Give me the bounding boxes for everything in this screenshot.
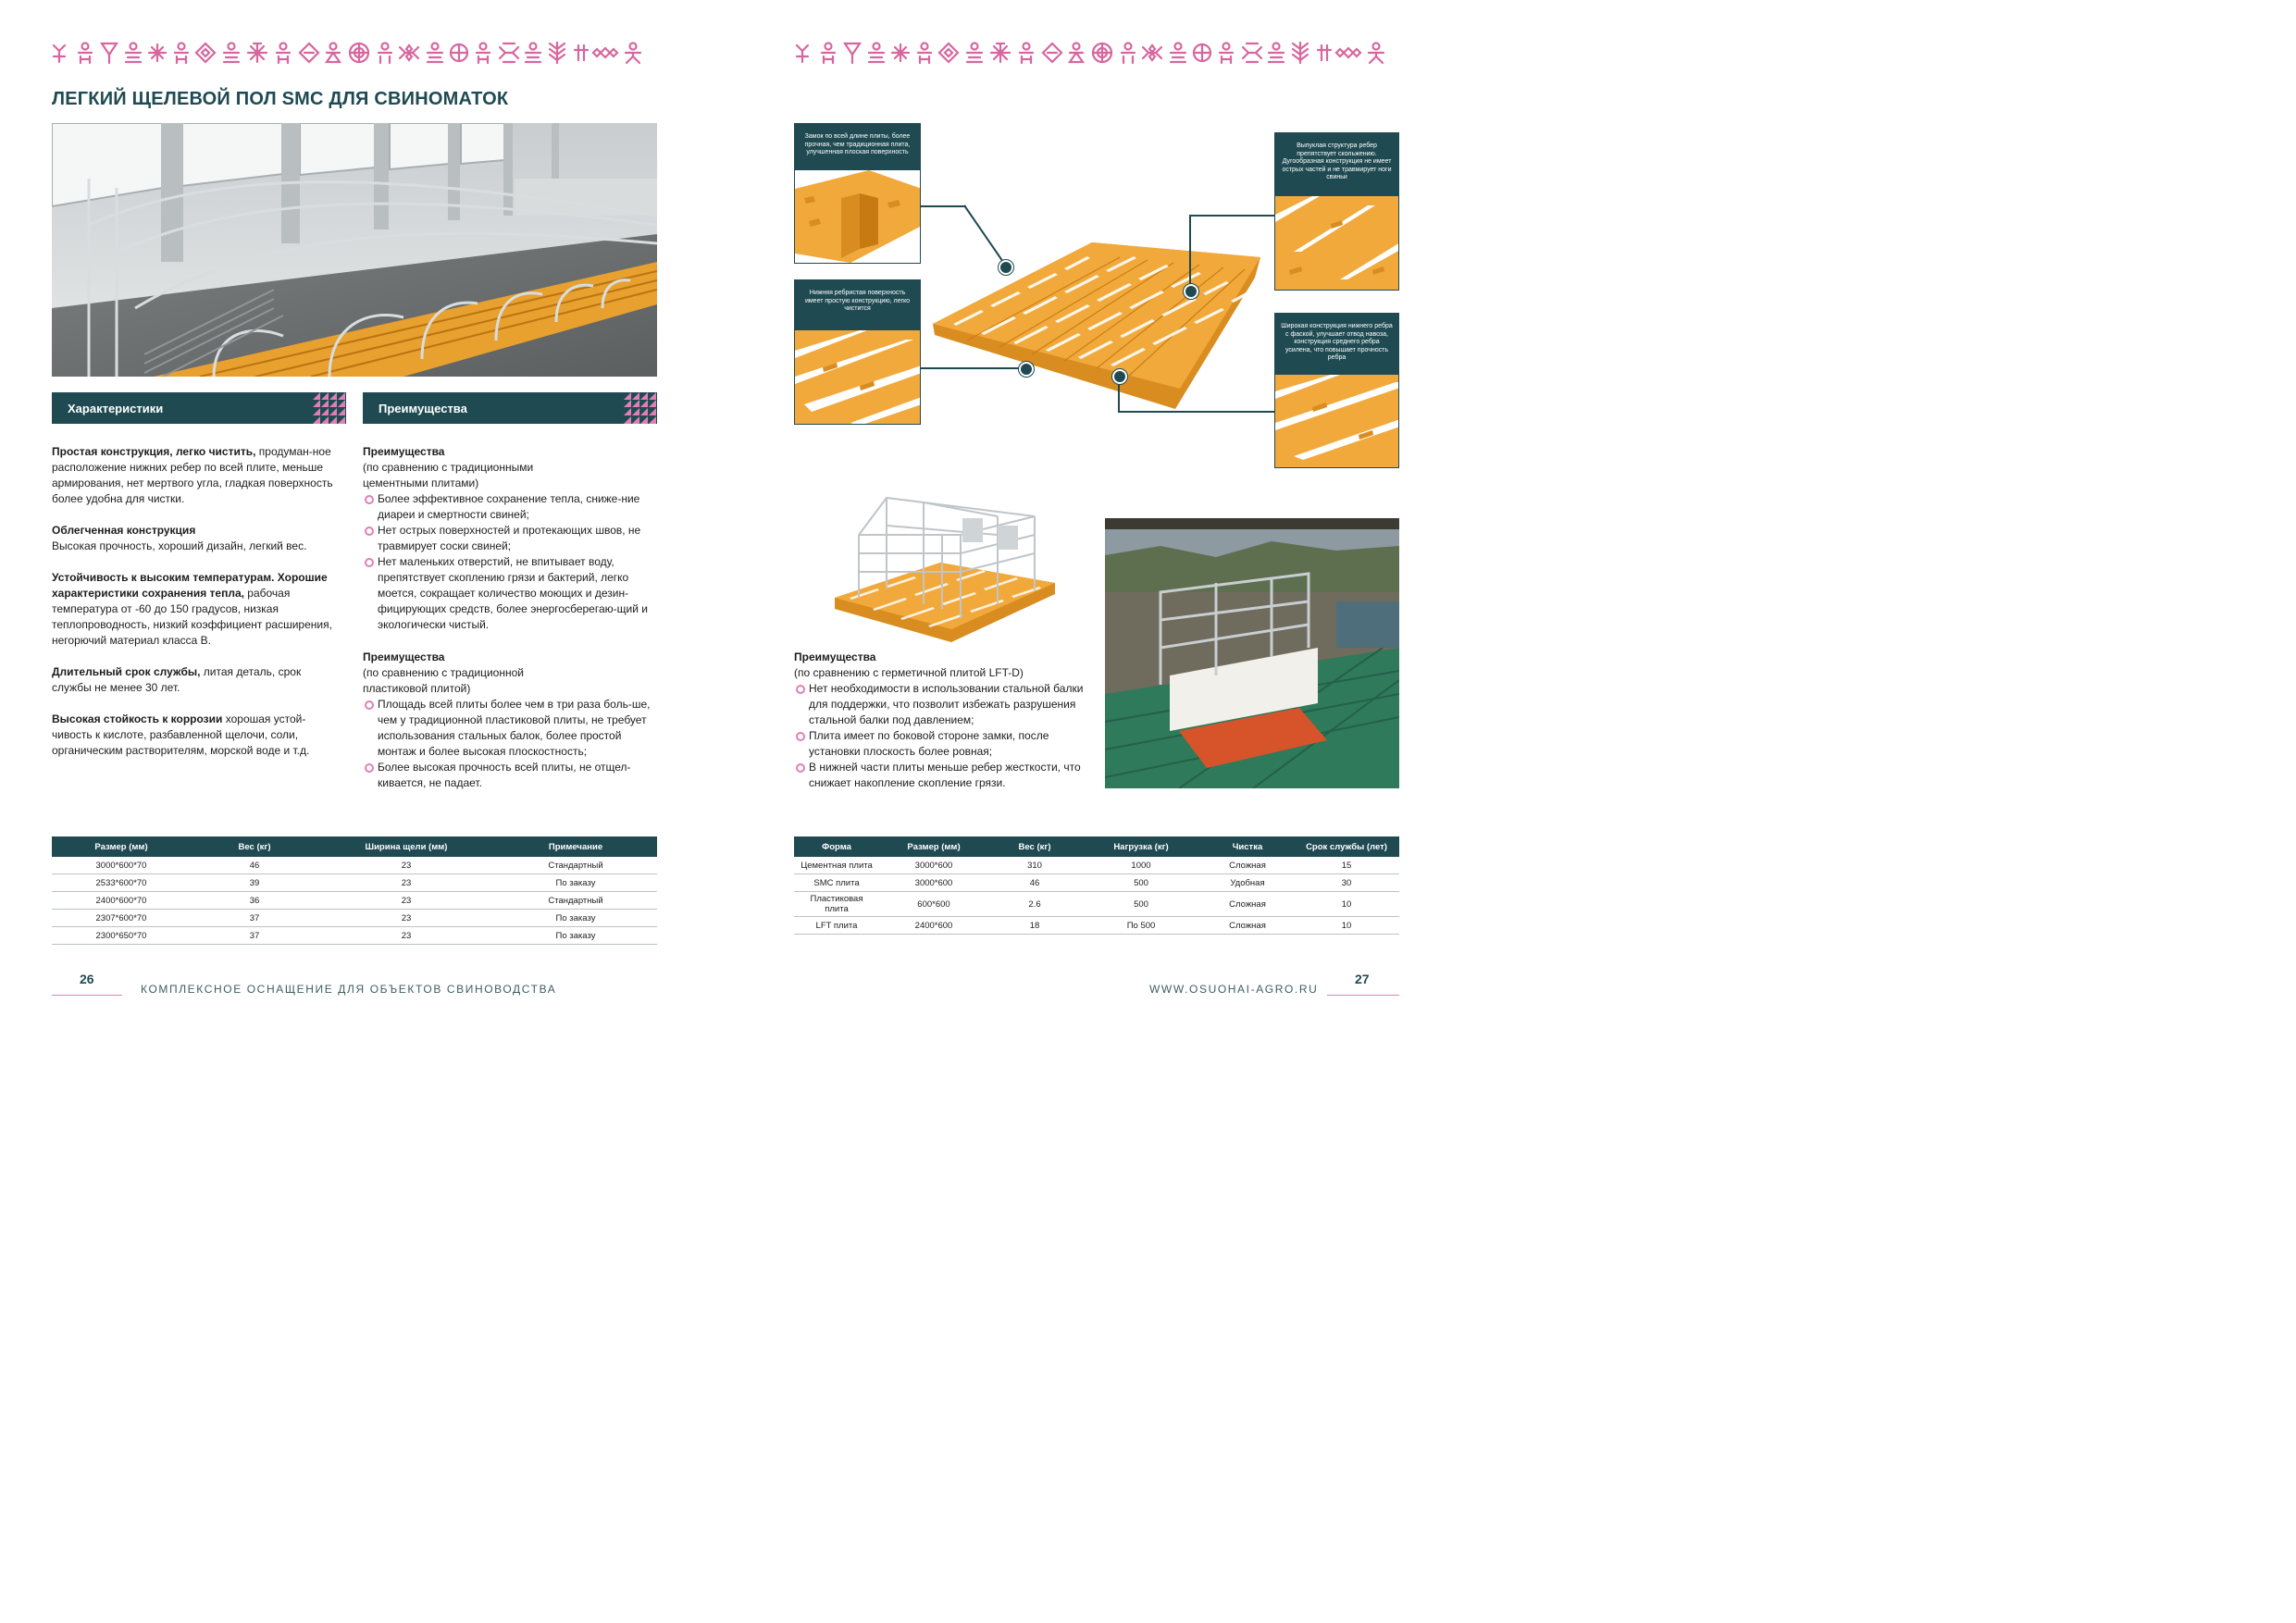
- table-header-row: [794, 836, 1399, 857]
- table-cell: 23: [318, 857, 494, 874]
- advantage-bullet: Плита имеет по боковой стороне замки, после установки плоскость более ровная;: [794, 728, 1092, 760]
- page-title: ЛЕГКИЙ ЩЕЛЕВОЙ ПОЛ SMC ДЛЯ СВИНОМАТОК: [52, 89, 509, 109]
- column-header: Срок службы (лет): [1294, 836, 1399, 857]
- callout-marker: [1184, 284, 1198, 299]
- ethnic-ornament-icon: [50, 37, 657, 68]
- table-cell: 37: [191, 927, 318, 945]
- table-cell: 46: [191, 857, 318, 874]
- page-number-left: 26: [80, 972, 94, 986]
- website-url[interactable]: WWW.OSUOHAI-AGRO.RU: [1149, 983, 1319, 996]
- table-cell: Сложная: [1201, 892, 1294, 917]
- lock-detail-illustration: [795, 170, 921, 263]
- column-header: Чистка: [1201, 836, 1294, 857]
- table-cell: 2533*600*70: [52, 874, 191, 892]
- table-cell: 3000*600: [879, 857, 988, 874]
- convex-ribs-illustration: [1275, 196, 1399, 291]
- connector-line: [1189, 215, 1274, 217]
- connector-line: [921, 205, 965, 207]
- connector-line: [921, 367, 1024, 369]
- connector-diagonal: [962, 204, 1009, 268]
- callout-marker: [1019, 362, 1034, 377]
- table-cell: SMC плита: [794, 874, 879, 892]
- table-row: [794, 892, 1399, 917]
- characteristics-header-label: Характеристики: [68, 401, 164, 415]
- advantages-subtitle: (по сравнению с традиционной пластиковой плитой): [363, 666, 524, 695]
- connector-line: [1189, 215, 1191, 291]
- table-cell: 30: [1294, 874, 1399, 892]
- column-header: Ширина щели (мм): [318, 836, 494, 857]
- advantage-bullet: Более высокая прочность всей плиты, не отщел-кивается, не падает.: [363, 760, 655, 791]
- crate-render-image: [831, 479, 1059, 646]
- ornament-row-left: [50, 37, 657, 68]
- callout-text: Замок по всей длине плиты, более прочная, чем традиционная плита, улучшенная плоская поверхность: [795, 124, 920, 170]
- column-header: Вес (кг): [191, 836, 318, 857]
- characteristic-item: Длительный срок службы, литая деталь, срок службы не менее 30 лет.: [52, 665, 302, 694]
- table-cell: 36: [191, 892, 318, 910]
- table-cell: Удобная: [1201, 874, 1294, 892]
- table-cell: 39: [191, 874, 318, 892]
- advantages-header: [363, 392, 657, 424]
- table-cell: 18: [988, 917, 1081, 935]
- column-header: Вес (кг): [988, 836, 1081, 857]
- table-cell: 500: [1081, 874, 1201, 892]
- table-cell: Сложная: [1201, 917, 1294, 935]
- table-row: [794, 917, 1399, 935]
- footer-divider-left: [52, 995, 122, 996]
- advantage-bullet: Нет острых поверхностей и протекающих швов, не травмирует соски свиней;: [363, 523, 652, 554]
- comparison-table: [794, 836, 1399, 935]
- table-row: [794, 857, 1399, 874]
- callout-wide-rib: [1274, 313, 1399, 468]
- table-cell: Пластиковая плита: [794, 892, 879, 917]
- table-cell: По 500: [1081, 917, 1201, 935]
- table-cell: 3000*600*70: [52, 857, 191, 874]
- table-cell: 10: [1294, 917, 1399, 935]
- table-cell: 46: [988, 874, 1081, 892]
- rib-surface-illustration: [795, 330, 921, 425]
- table-cell: 2.6: [988, 892, 1081, 917]
- callout-marker: [999, 260, 1013, 275]
- barn-photo: [52, 123, 657, 377]
- table-cell: 2307*600*70: [52, 910, 191, 927]
- advantages-subtitle: (по сравнению с традиционными цементными плитами): [363, 461, 534, 489]
- characteristic-item: Высокая стойкость к коррозии хорошая устой-чивость к кислоте, разбавленной щелочи, соли, органическим растворителям, морской воде и т.д.: [52, 712, 310, 757]
- advantages-list-lftd: [794, 650, 1092, 791]
- table-row: [52, 910, 657, 927]
- table-row: [52, 927, 657, 945]
- table-cell: 23: [318, 874, 494, 892]
- table-cell: 600*600: [879, 892, 988, 917]
- table-cell: По заказу: [494, 910, 657, 927]
- table-cell: По заказу: [494, 927, 657, 945]
- advantages-title: Преимущества: [363, 445, 445, 458]
- table-cell: Сложная: [1201, 857, 1294, 874]
- characteristics-header: [52, 392, 346, 424]
- column-header: Примечание: [494, 836, 657, 857]
- characteristic-item: Устойчивость к высоким температурам. Хорошие характеристики сохранения тепла, рабочая температура от -60 до 150 градусов, низкая теплопроводность, низкий коэффициент расширения, негорючий материал класса В.: [52, 571, 332, 647]
- table-row: [52, 857, 657, 874]
- triangle-pattern-icon: [624, 392, 657, 424]
- footer-caption-left: КОМПЛЕКСНОЕ ОСНАЩЕНИЕ ДЛЯ ОБЪЕКТОВ СВИНОВОДСТВА: [141, 983, 557, 996]
- size-spec-table: [52, 836, 657, 945]
- table-cell: 2400*600: [879, 917, 988, 935]
- advantages-list-cement: [363, 444, 652, 633]
- callout-marker: [1112, 369, 1127, 384]
- callout-rib-surface: [794, 279, 921, 425]
- characteristics-list: [52, 444, 341, 774]
- advantages-subtitle: (по сравнению с герметичной плитой LFT-D): [794, 666, 1024, 679]
- callout-text: Выпуклая структура ребер препятствует скольжению. Дугообразная конструкция не имеет острых частей и не травмирует ноги свиньи: [1275, 133, 1398, 196]
- table-row: [52, 874, 657, 892]
- callout-text: Широкая конструкция нижнего ребра с фаской, улучшает отвод навоза, конструкция среднего ребра усилена, что повышает прочность ребра: [1275, 314, 1398, 375]
- table-cell: 23: [318, 892, 494, 910]
- advantages-title: Преимущества: [363, 650, 445, 663]
- table-row: [52, 892, 657, 910]
- column-header: Размер (мм): [52, 836, 191, 857]
- advantage-bullet: Площадь всей плиты более чем в три раза боль-ше, чем у традиционной пластиковой плиты, не требует использования стальных балок, более простой монтаж и более высокая плоскостность;: [363, 697, 655, 760]
- advantage-bullet: В нижней части плиты меньше ребер жесткости, что снижает накопление скопление грязи.: [794, 760, 1092, 791]
- column-header: Форма: [794, 836, 879, 857]
- installed-floor-photo: [1105, 518, 1399, 788]
- table-cell: Стандартный: [494, 892, 657, 910]
- table-cell: 1000: [1081, 857, 1201, 874]
- callout-convex-ribs: [1274, 132, 1399, 291]
- page-number-right: 27: [1355, 972, 1370, 986]
- advantage-bullet: Нет маленьких отверстий, не впитывает воду, препятствует скоплению грязи и бактерий, легко моется, сокращает количество моющих и дезин-фицирующих средств, более энергосберегаю-щий и экологически чистый.: [363, 554, 652, 633]
- table-cell: 23: [318, 927, 494, 945]
- table-cell: 2300*650*70: [52, 927, 191, 945]
- column-header: Размер (мм): [879, 836, 988, 857]
- advantages-list-plastic: [363, 650, 655, 791]
- advantage-bullet: Нет необходимости в использовании стальной балки для поддержки, что позволит избежать разрушения стальной балки под давлением;: [794, 681, 1092, 728]
- table-header-row: [52, 836, 657, 857]
- advantages-header-label: Преимущества: [379, 401, 467, 415]
- callout-lock-detail: [794, 123, 921, 264]
- table-row: [794, 874, 1399, 892]
- connector-line: [1118, 411, 1275, 413]
- table-cell: По заказу: [494, 874, 657, 892]
- advantages-title: Преимущества: [794, 650, 876, 663]
- table-cell: Цементная плита: [794, 857, 879, 874]
- column-header: Нагрузка (кг): [1081, 836, 1201, 857]
- callout-text: Нижняя ребристая поверхность имеет простую конструкцию, легко чистится: [795, 280, 920, 330]
- characteristic-item: Облегченная конструкция Высокая прочность, хороший дизайн, легкий вес.: [52, 524, 307, 552]
- wide-rib-illustration: [1275, 375, 1399, 468]
- ethnic-ornament-icon: [793, 37, 1400, 68]
- table-cell: 310: [988, 857, 1081, 874]
- table-cell: 23: [318, 910, 494, 927]
- triangle-pattern-icon: [313, 392, 346, 424]
- characteristic-item: Простая конструкция, легко чистить, продуман-ное расположение нижних ребер по всей плите, меньше армирования, нет мертвого угла, гладкая поверхность более удобна для чистки.: [52, 445, 333, 505]
- table-cell: 2400*600*70: [52, 892, 191, 910]
- footer-divider-right: [1327, 995, 1399, 996]
- table-cell: 10: [1294, 892, 1399, 917]
- advantage-bullet: Более эффективное сохранение тепла, сниже-ние диареи и смертности свиней;: [363, 491, 652, 523]
- table-cell: 37: [191, 910, 318, 927]
- ornament-row-right: [793, 37, 1400, 68]
- table-cell: 3000*600: [879, 874, 988, 892]
- table-cell: Стандартный: [494, 857, 657, 874]
- table-cell: LFT плита: [794, 917, 879, 935]
- table-cell: 15: [1294, 857, 1399, 874]
- table-cell: 500: [1081, 892, 1201, 917]
